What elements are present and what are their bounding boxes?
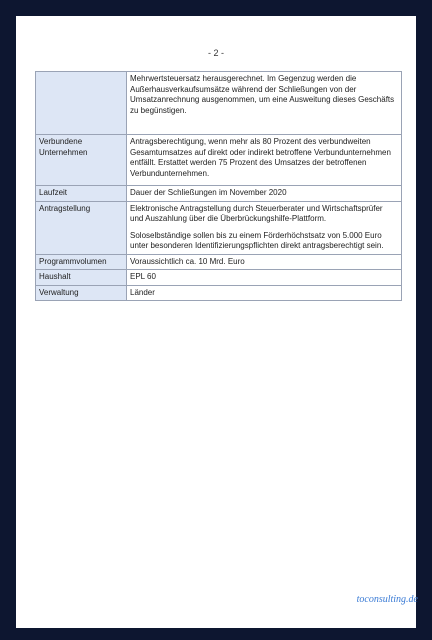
row-value-text: Antragsberechtigung, wenn mehr als 80 Prozent des verbundweiten Gesamtumsatzes auf direkt oder indirekt betroffene Verbundunternehmen entfällt. Erstattet werden 75 Prozent des Umsatzes der betroffenen Verbundunternehmen. — [130, 137, 391, 178]
row-value — [127, 254, 402, 270]
row-value-text: Dauer der Schließungen im November 2020 — [130, 188, 287, 197]
table-row — [36, 72, 402, 135]
table-row — [36, 201, 402, 254]
row-value — [127, 72, 402, 135]
document-page — [16, 16, 416, 628]
row-value — [127, 135, 402, 186]
row-value — [127, 270, 402, 286]
brand-watermark: toconsulting.de — [356, 594, 418, 605]
row-value-text: Soloselbständige sollen bis zu einem Förderhöchstsatz von 5.000 Euro unter besonderen Identifizierungspflichten direkt antragsberechtigt sein. — [130, 230, 384, 250]
row-value — [127, 285, 402, 301]
viewer-top-bar — [0, 0, 432, 16]
row-label: Verwaltung — [36, 285, 127, 301]
row-value-text: Länder — [130, 287, 155, 297]
row-label: Verbundene Unternehmen — [36, 135, 127, 186]
row-label: Laufzeit — [36, 186, 127, 202]
row-label: Haushalt — [36, 270, 127, 286]
row-value — [127, 201, 402, 254]
table-row — [36, 135, 402, 186]
info-table — [35, 71, 402, 301]
row-label: Antragstellung — [36, 201, 127, 254]
table-row — [36, 270, 402, 286]
table-row — [36, 254, 402, 270]
row-label: Programmvolumen — [36, 254, 127, 270]
row-value-text: Elektronische Antragstellung durch Steuerberater und Wirtschaftsprüfer und Auszahlung über die Überbrückungshilfe-Plattform. — [130, 203, 383, 223]
row-value-text: Mehrwertsteuersatz herausgerechnet. Im Gegenzug werden die Außerhausverkaufsumsätze während der Schließungen von der Umsatzanrechnung ausgenommen, um eine Ausweitung dieses Geschäfts zu begünstigen. — [130, 74, 395, 115]
table-row — [36, 285, 402, 301]
viewer-bottom-bar — [0, 628, 432, 640]
row-value-text: EPL 60 — [130, 272, 156, 281]
row-value — [127, 186, 402, 202]
table-row — [36, 186, 402, 202]
row-value-text: Voraussichtlich ca. 10 Mrd. Euro — [130, 256, 245, 266]
page-number: - 2 - — [207, 48, 224, 58]
row-label — [36, 72, 127, 135]
